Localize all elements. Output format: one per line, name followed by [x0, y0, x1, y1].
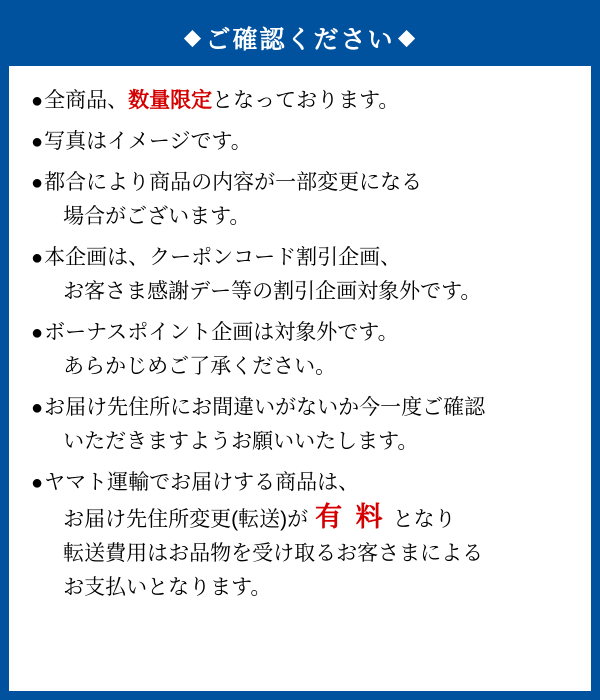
notice-text-emphasis: 数量限定 — [128, 89, 213, 112]
notice-line — [44, 537, 569, 571]
notice-text: 本企画は、クーポンコード割引企画、 — [44, 246, 402, 269]
notice-list — [9, 66, 591, 691]
notice-item — [31, 316, 569, 384]
notice-line — [44, 391, 569, 425]
notice-text: お客さま感謝デー等の割引企画対象外です。 — [63, 280, 482, 303]
notice-line — [44, 166, 569, 200]
notice-line — [44, 425, 569, 459]
banner-header — [9, 9, 591, 66]
notice-line — [44, 200, 569, 234]
notice-text: 場合がございます。 — [63, 205, 251, 228]
diamond-left-icon: ◆ — [184, 26, 202, 49]
notice-text: 都合により商品の内容が一部変更になる — [44, 171, 423, 194]
diamond-right-icon: ◆ — [398, 26, 416, 49]
notice-item-lines — [44, 316, 569, 384]
page-title: ご確認ください — [205, 25, 395, 54]
notice-text: 写真はイメージです。 — [44, 130, 252, 153]
bullet-icon: ● — [31, 172, 44, 194]
bullet-icon: ● — [31, 397, 44, 419]
notice-text: ヤマト運輸でお届けする商品は、 — [44, 471, 360, 494]
notice-text: お支払いとなります。 — [63, 576, 272, 599]
bullet-icon: ● — [31, 322, 44, 344]
notice-line — [44, 571, 569, 605]
notice-item — [31, 166, 569, 234]
notice-text: お届け先住所にお間違いがないか今一度ご確認 — [44, 396, 486, 419]
notice-item-lines — [44, 391, 569, 459]
notice-item — [31, 125, 569, 159]
notice-item-lines — [44, 166, 569, 234]
bullet-icon: ● — [31, 131, 44, 153]
notice-line — [44, 316, 569, 350]
notice-line — [44, 275, 569, 309]
notice-line — [44, 466, 569, 500]
notice-item — [31, 466, 569, 605]
notice-item-lines — [44, 241, 569, 309]
notice-text-emphasis: 有 料 — [315, 502, 386, 532]
notice-text: 全商品、 — [44, 89, 129, 112]
notice-item-lines — [44, 466, 569, 605]
bullet-icon: ● — [31, 247, 44, 269]
notice-line — [44, 125, 569, 159]
notice-text: いただきますようお願いいたします。 — [63, 430, 419, 453]
notice-line — [44, 350, 569, 384]
notice-text: お届け先住所変更(転送)が — [63, 508, 309, 531]
notice-item — [31, 84, 569, 118]
notice-text: となり — [392, 508, 456, 531]
notice-item-lines — [44, 84, 569, 118]
bullet-icon: ● — [31, 90, 44, 112]
bullet-icon: ● — [31, 472, 44, 494]
notice-line — [44, 241, 569, 275]
notice-text: あらかじめご了承ください。 — [63, 355, 337, 378]
notice-item-lines — [44, 125, 569, 159]
notice-text: となっております。 — [212, 89, 400, 112]
notice-line — [44, 84, 569, 118]
notice-text: ボーナスポイント企画は対象外です。 — [44, 321, 399, 344]
notice-line — [44, 500, 569, 537]
notice-text: 転送費用はお品物を受け取るお客さまによる — [63, 542, 484, 565]
notice-item — [31, 241, 569, 309]
notice-item — [31, 391, 569, 459]
